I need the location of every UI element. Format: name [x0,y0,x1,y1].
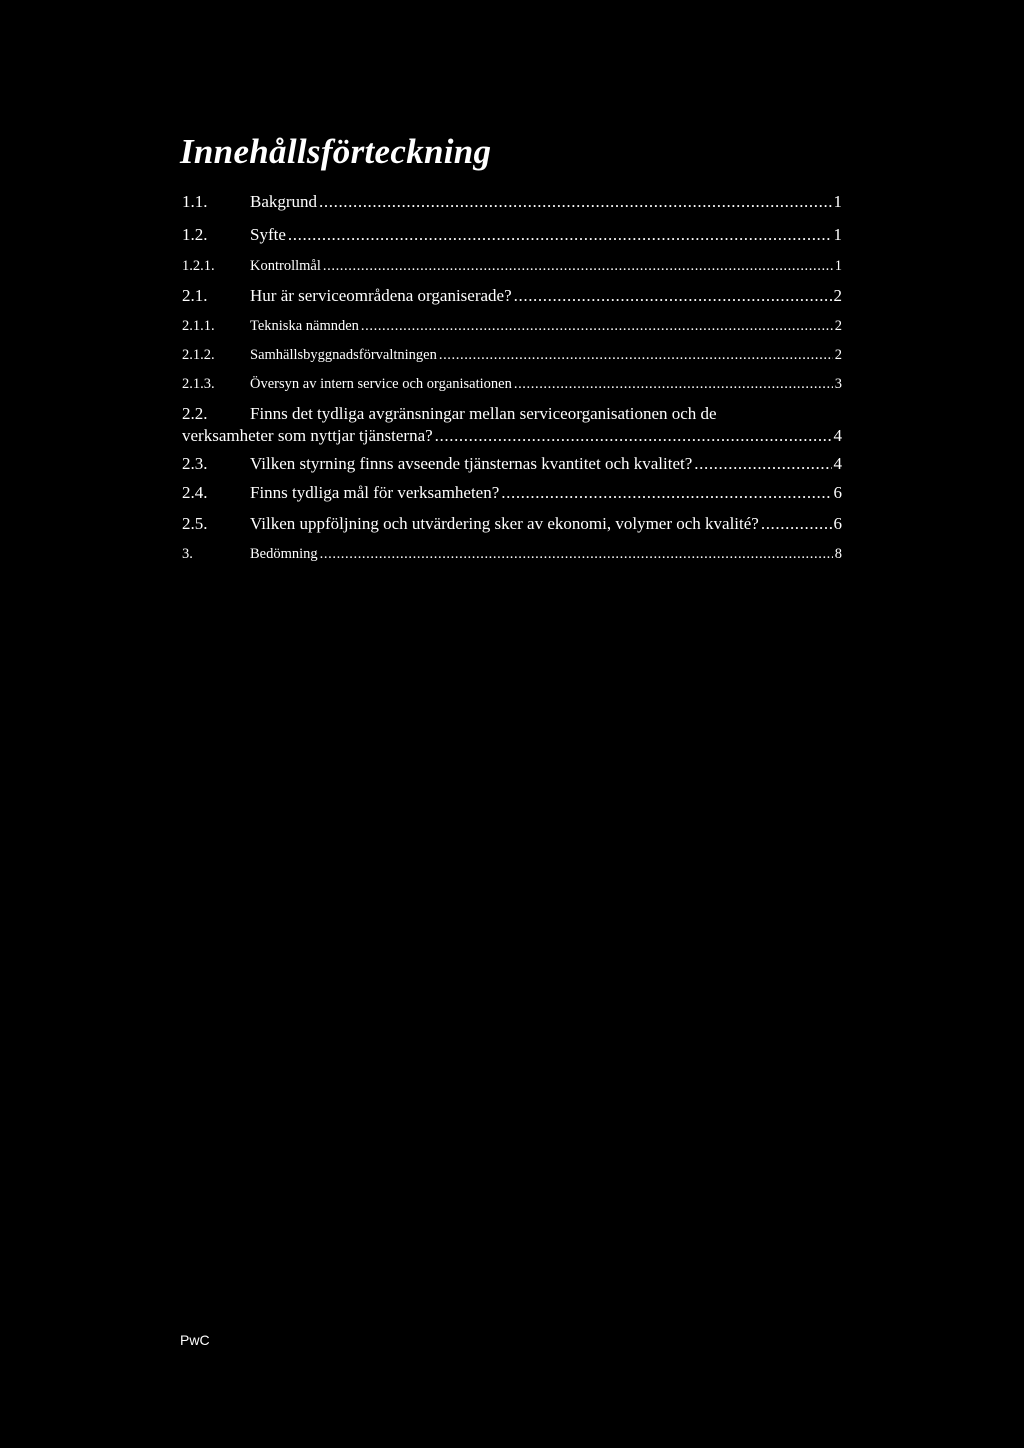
toc-dot-leader [514,376,833,393]
toc-entry-number: 2.4. [182,483,208,502]
toc-dot-leader [319,192,831,212]
toc-entry[interactable] [182,318,842,335]
toc-entry-page: 4 [833,426,842,445]
toc-entry-label: Finns det tydliga avgränsningar mellan serviceorganisationen och de [250,404,717,423]
toc-entry[interactable] [182,347,842,364]
toc-entry-page: 2 [833,286,842,305]
toc-entry-label: Vilken styrning finns avseende tjänsternas kvantitet och kvalitet? [250,454,693,473]
toc-entry-page: 1 [834,258,842,274]
toc-entry-page: 1 [833,192,842,211]
toc-entry-label: Finns tydliga mål för verksamheten? [250,483,500,502]
toc-entry-label: Bakgrund [250,192,318,211]
toc-entry-page: 2 [834,318,842,334]
toc-dot-leader [323,258,833,275]
toc-entry[interactable] [182,225,842,245]
toc-entry-page: 6 [833,514,842,533]
footer-brand: PwC [180,1332,210,1348]
toc-entry[interactable] [182,546,842,563]
toc-entry[interactable] [182,454,842,474]
toc-entry-number: 2.5. [182,514,208,533]
toc-entry[interactable] [182,376,842,393]
toc-entry-label: Syfte [250,225,286,244]
toc-entry[interactable] [182,514,842,534]
toc-entry-number: 2.1.3. [182,376,215,392]
toc-entry-number: 1.2. [182,225,208,244]
toc-entry-page: 3 [834,376,842,392]
toc-entry[interactable] [182,404,842,446]
toc-entry-number: 2.2. [182,404,208,423]
toc-dot-leader [435,426,832,446]
toc-entry-label: Översyn av intern service och organisationen [250,376,512,392]
toc-entry-label: Samhällsbyggnadsförvaltningen [250,347,437,363]
toc-entry-number: 3. [182,546,193,562]
toc-entry-page: 2 [834,347,842,363]
toc-entry-label: Kontrollmål [250,258,321,274]
toc-entry-label: Vilken uppföljning och utvärdering sker av ekonomi, volymer och kvalité? [250,514,759,533]
toc-dot-leader [320,546,833,563]
toc-entry-label: Tekniska nämnden [250,318,359,334]
toc-entry-page: 1 [833,225,842,244]
toc-entry-label: Hur är serviceområdena organiserade? [250,286,512,305]
toc-title: Innehållsförteckning [180,132,492,171]
toc-entry[interactable] [182,483,842,503]
toc-dot-leader [514,286,832,306]
toc-entry-label-continued: verksamheter som nyttjar tjänsterna? [182,426,433,445]
toc-entry-number: 2.3. [182,454,208,473]
toc-entry-number: 2.1.2. [182,347,215,363]
toc-entry[interactable] [182,192,842,212]
toc-entry-page: 8 [834,546,842,562]
toc-entry-number: 1.1. [182,192,208,211]
toc-entry-label: Bedömning [250,546,318,562]
toc-entry[interactable] [182,258,842,275]
toc-dot-leader [501,483,831,503]
toc-entry-page: 4 [833,454,842,473]
toc-dot-leader [694,454,831,474]
toc-dot-leader [288,225,832,245]
toc-dot-leader [361,318,833,335]
toc-dot-leader [439,347,833,364]
toc-entry-number: 2.1. [182,286,208,305]
toc-entry-number: 2.1.1. [182,318,215,334]
toc-dot-leader [761,514,832,534]
toc-entry[interactable] [182,286,842,306]
toc-entry-number: 1.2.1. [182,258,215,274]
toc-entry-page: 6 [833,483,842,502]
